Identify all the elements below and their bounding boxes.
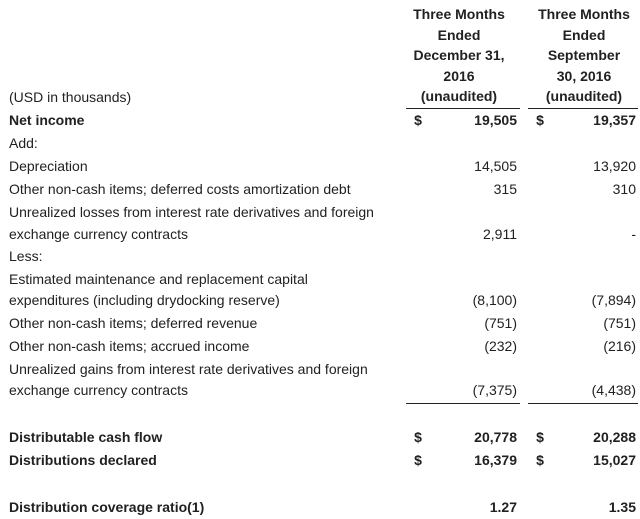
value-sep-2016: 1.35 [608,499,636,515]
value-sep-2016: 15,027 [593,452,636,468]
row-label: Distributable cash flow [9,429,163,445]
value-dec-2016: 1.27 [489,499,517,515]
row-label: Distribution coverage ratio(1) [9,499,205,515]
row-label: Depreciation [9,158,88,174]
value-dec-2016: (7,375) [472,382,517,398]
subtotal-rule [406,403,520,404]
table-row [0,202,640,246]
section-label: Add: [9,135,38,151]
value-dec-2016: 2,911 [483,226,517,242]
table-row [0,313,640,335]
header-line: 2016 [443,67,475,84]
row-label: Distributions declared [9,452,157,468]
table-row [0,156,640,178]
table-row [0,359,640,403]
row-label-line: exchange currency contracts [9,226,188,242]
header-line: Ended [562,26,606,43]
value-dec-2016: 14,505 [474,158,517,174]
row-label: Other non-cash items; deferred revenue [9,315,258,331]
currency-symbol: $ [536,112,544,128]
header-line: (unaudited) [420,88,498,105]
table-row [0,497,640,519]
value-dec-2016: (751) [484,315,517,331]
value-dec-2016: 315 [493,181,517,197]
table-row [0,269,640,313]
table-row [0,179,640,201]
table-row [0,450,640,472]
value-dec-2016: 19,505 [474,112,517,128]
header-line: 30, 2016 [556,67,612,84]
value-dec-2016: (232) [484,338,517,354]
header-line: December 31, [413,47,505,64]
row-label: Other non-cash items; accrued income [9,338,250,354]
row-label-line: expenditures (including drydocking reserve) [9,292,280,308]
table-row [0,133,640,155]
value-sep-2016: (7,894) [591,292,636,308]
column-header-sep-2016 [530,4,638,107]
currency-symbol: $ [536,429,544,445]
value-sep-2016: - [631,226,636,242]
header-line: Three Months [413,6,505,22]
value-sep-2016: 13,920 [593,158,636,174]
currency-symbol: $ [414,112,422,128]
value-sep-2016: 19,357 [593,112,636,128]
value-dec-2016: 16,379 [474,452,517,468]
header-rule [528,108,638,109]
table-row [0,427,640,449]
section-label: Less: [9,248,43,264]
value-sep-2016: 310 [612,181,636,197]
row-label: Other non-cash items; deferred costs amortization debt [9,181,351,197]
value-dec-2016: (8,100) [472,292,517,308]
row-label-line: Estimated maintenance and replacement capital [9,271,308,287]
header-line: Three Months [538,6,630,22]
row-label: Net income [9,112,85,128]
value-dec-2016: 20,778 [474,429,517,445]
header-line: September [547,47,621,64]
table-row [0,110,640,132]
units-label: (USD in thousands) [9,89,132,105]
value-sep-2016: 20,288 [593,429,636,445]
subtotal-rule [528,403,638,404]
currency-symbol: $ [414,452,422,468]
table-row [0,336,640,358]
currency-symbol: $ [414,429,422,445]
value-sep-2016: (751) [603,315,636,331]
header-line: Ended [437,26,481,43]
table-row [0,246,640,268]
currency-symbol: $ [536,452,544,468]
header-rule [406,108,520,109]
row-label-line: Unrealized losses from interest rate derivatives and foreign [9,204,374,220]
value-sep-2016: (216) [603,338,636,354]
row-label-line: exchange currency contracts [9,382,188,398]
value-sep-2016: (4,438) [591,382,636,398]
header-line: (unaudited) [545,88,623,105]
column-header-dec-2016 [405,4,513,107]
row-label-line: Unrealized gains from interest rate derivatives and foreign [9,361,368,377]
